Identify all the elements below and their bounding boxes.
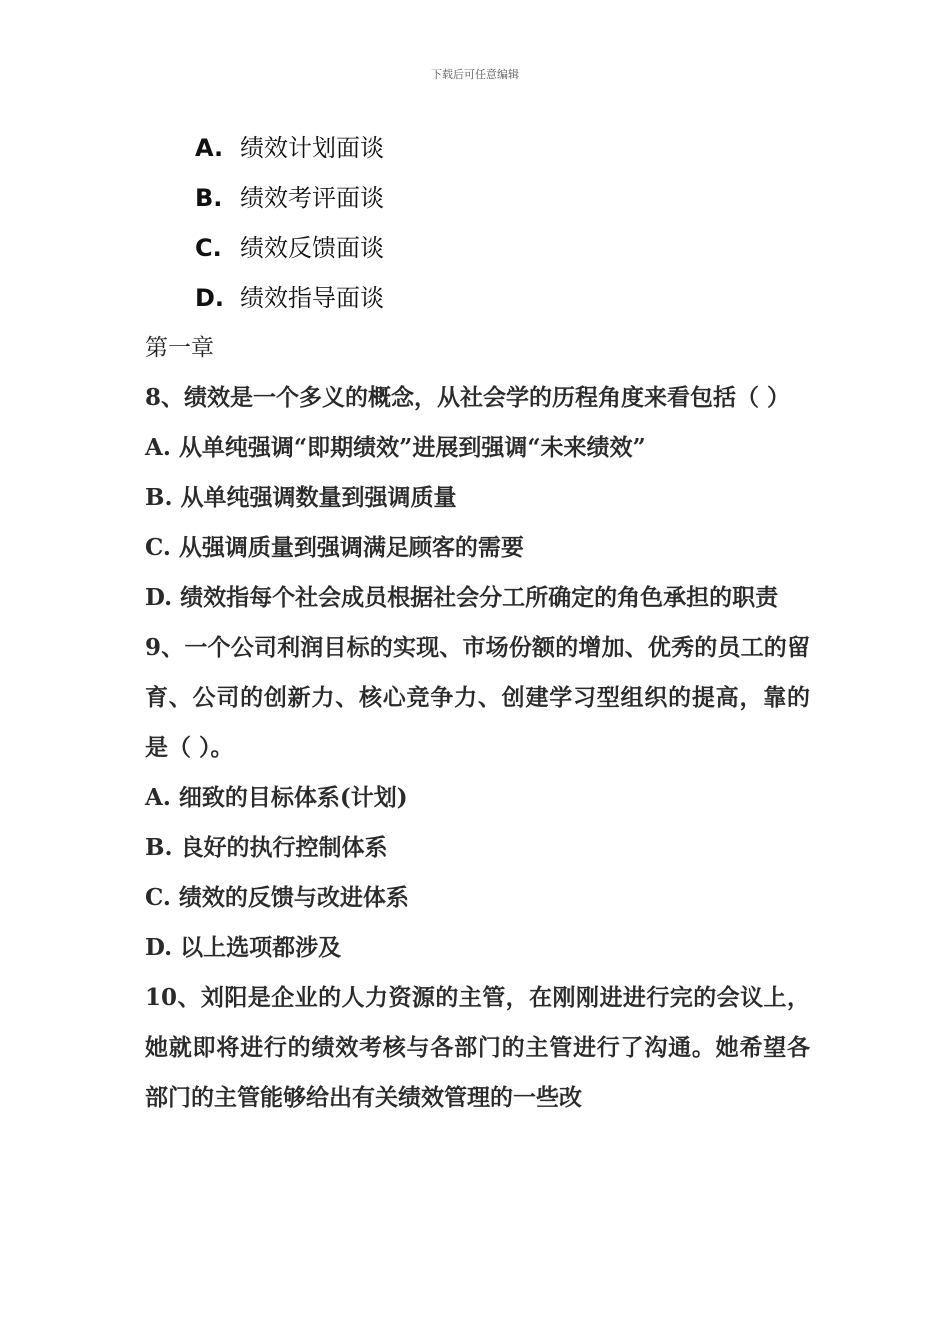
option-letter: C. [195, 234, 222, 262]
option-text: 绩效指导面谈 [240, 284, 384, 312]
question-8-stem: 8、绩效是一个多义的概念，从社会学的历程角度来看包括（ ） [145, 384, 791, 411]
question-10-stem: 10、刘阳是企业的人力资源的主管，在刚刚进进行完的会议上，她就即将进行的绩效考核与各部门的主管进行了沟通。她希望各部门的主管能够给出有关绩效管理的一些改 [145, 984, 810, 1111]
option-b [145, 173, 810, 223]
option-letter: B. [195, 184, 223, 212]
question-8-option-c: C. 从强调质量到强调满足顾客的需要 [145, 534, 524, 561]
question-9-option-b: B. 良好的执行控制体系 [145, 834, 388, 861]
question-8-option-d: D. 绩效指每个社会成员根据社会分工所确定的角色承担的职责 [145, 584, 779, 611]
chapter-heading: 第一章 [145, 335, 214, 361]
option-text: 绩效计划面谈 [240, 134, 384, 162]
option-letter: D. [195, 284, 225, 312]
question-8-option-a: A. 从单纯强调“即期绩效”进展到强调“未来绩效” [145, 434, 646, 461]
option-d [145, 273, 810, 323]
option-letter: A. [195, 134, 224, 162]
page-header: 下载后可任意编辑 [431, 68, 519, 81]
document-body [145, 123, 810, 1123]
question-9-option-a: A. 细致的目标体系(计划) [145, 784, 408, 811]
question-8-option-b: B. 从单纯强调数量到强调质量 [145, 484, 457, 511]
question-9-option-c: C. 绩效的反馈与改进体系 [145, 884, 409, 911]
option-text: 绩效考评面谈 [240, 184, 384, 212]
question-9-option-d: D. 以上选项都涉及 [145, 934, 342, 961]
option-text: 绩效反馈面谈 [240, 234, 384, 262]
option-a [145, 123, 810, 173]
option-c [145, 223, 810, 273]
question-9-stem: 9、一个公司利润目标的实现、市场份额的增加、优秀的员工的留育、公司的创新力、核心竞争力、创建学习型组织的提高，靠的是（ ）。 [145, 634, 810, 761]
